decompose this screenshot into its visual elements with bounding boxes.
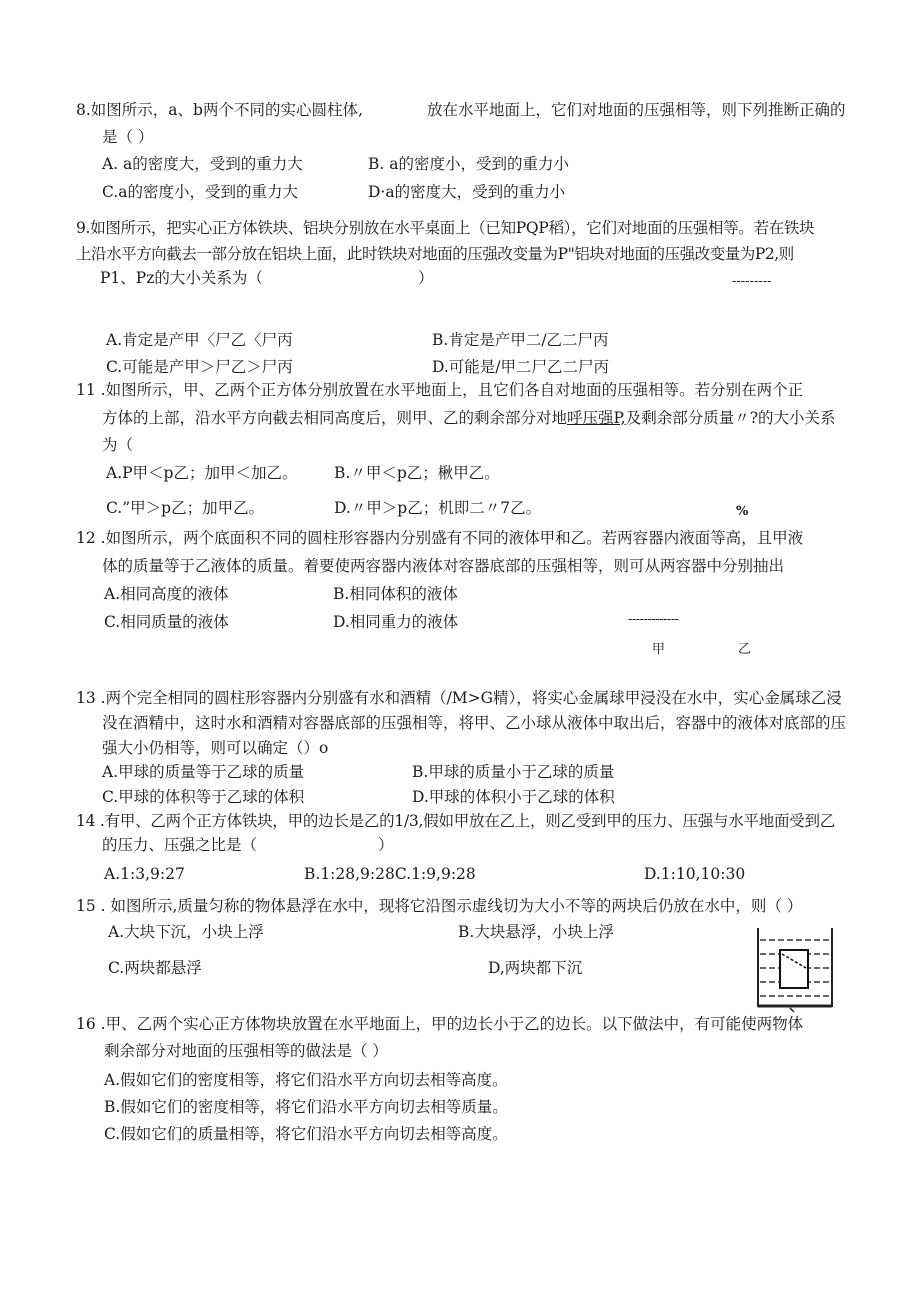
q12-option-b: B.相同体积的液体 [333, 585, 458, 603]
q8-stem-part2: 放在水平地面上，它们对地面的压强相等，则下列推断正确的 [427, 101, 846, 119]
q11-stem-line1: 11 .如图所示，甲、乙两个正方体分别放置在水平地面上，且它们各自对地面的压强相等。若分别在两个正 [76, 381, 804, 399]
q9-stem-line3: P1、Pz的大小关系为（ [100, 269, 263, 287]
q13-option-c: C.甲球的体积等于乙球的体积 [102, 788, 305, 806]
q13-option-d: D.甲球的体积小于乙球的体积 [412, 788, 615, 806]
q13-stem-line1: 13 .两个完全相同的圆柱形容器内分别盛有水和酒精（/M>G精），将实心金属球甲浸没在水中，实心金属球乙浸 [76, 689, 842, 707]
q8-stem-line2: 是（ ） [102, 128, 154, 146]
q11-option-b: B.〃甲＜p乙；楸甲乙。 [334, 464, 500, 482]
q12-stem-line2: 体的质量等于乙液体的质量。着要使两容器内液体对容器底部的压强相等，则可从两容器中分别抽出 [102, 557, 785, 575]
q14-stem-line2: 的压力、压强之比是（ [102, 836, 258, 854]
q9-stem-line2: 上沿水平方向截去一部分放在铝块上面，此时铁块对地面的压强改变量为P"铝块对地面的压强改变量为P2,则 [76, 245, 794, 263]
q8-option-d: D·a的密度大，受到的重力小 [368, 183, 566, 201]
q11-stray-mark: % [736, 504, 749, 519]
q11-option-a: A.P甲＜p乙；加甲＜加乙。 [106, 464, 298, 482]
q12-stem-line1: 12 .如图所示，两个底面积不同的圆柱形容器内分别盛有不同的液体甲和乙。若两容器内液面等高，且甲液 [76, 529, 804, 547]
q13-stem-line2: 没在酒精中，这时水和酒精对容器底部的压强相等，将甲、乙小球从液体中取出后，容器中的液体对底部的压 [102, 714, 847, 732]
q14-option-b-c: B.1:28,9:28C.1:9,9:28 [304, 865, 476, 883]
q11-option-c: C.”甲＞p乙；加甲乙。 [106, 499, 265, 517]
q12-option-c: C.相同质量的液体 [104, 613, 229, 631]
q15-option-d: D,两块都下沉 [488, 959, 583, 977]
q11-stem-line2-start: 方体的上部，沿水平方向截去相同高度后，则甲、乙的剩余部分对地 [102, 409, 568, 427]
q16-stem-line2: 剩余部分对地面的压强相等的做法是（ ） [104, 1042, 388, 1060]
q8-option-c: C.a的密度小，受到的重力大 [102, 183, 298, 201]
q9-option-c: C.可能是产甲＞尸乙＞尸丙 [106, 358, 293, 376]
q12-figure-liquid-level: ------------- [628, 612, 679, 627]
q13-option-b: B.甲球的质量小于乙球的质量 [412, 763, 615, 781]
q16-option-a: A.假如它们的密度相等，将它们沿水平方向切去相等高度。 [104, 1071, 508, 1089]
q16-stem-line1: 16 .甲、乙两个实心正方体物块放置在水平地面上，甲的边长小于乙的边长。以下做法中，有可能使两物体 [76, 1015, 804, 1033]
q16-option-c: C.假如它们的质量相等，将它们沿水平方向切去相等高度。 [104, 1125, 508, 1143]
q8-option-a: A. a的密度大，受到的重力大 [102, 155, 303, 173]
q14-stem-line1: 14 .有甲、乙两个正方体铁块，甲的边长是乙的1/3,假如甲放在乙上，则乙受到甲的压力、压强与水平地面受到乙 [76, 812, 835, 830]
q13-option-a: A.甲球的质量等于乙球的质量 [102, 763, 305, 781]
q15-option-b: B.大块悬浮，小块上浮 [458, 923, 614, 941]
q14-option-a: A.1:3,9:27 [104, 865, 185, 883]
q9-paren-close: ） [418, 269, 434, 287]
q8-option-b: B. a的密度小，受到的重力小 [368, 155, 569, 173]
q9-option-b: B.肯定是产甲二/乙二尸丙 [432, 331, 609, 349]
q11-underlined-text: 呼压强P, [567, 409, 626, 427]
q9-option-d: D.可能是/甲二尸乙二尸丙 [432, 358, 610, 376]
q11-stem-line3: 为（ [102, 436, 134, 454]
q14-option-d: D.1:10,10:30 [644, 865, 746, 883]
q15-option-a: A.大块下沉，小块上浮 [108, 923, 264, 941]
q13-stem-line3: 强大小仍相等，则可以确定（）o [102, 739, 329, 757]
q11-stem-line2 [102, 408, 836, 428]
q15-stem-line1: 15 . 如图所示,质量匀称的物体悬浮在水中，现将它沿图示虚线切为大小不等的两块后仍放在水中，则（ ） [76, 897, 803, 915]
q11-option-d: D.〃甲＞p乙；机即二〃7乙。 [334, 499, 542, 517]
q9-dash-mark: --------- [732, 274, 772, 289]
q9-option-a: A.肯定是产甲〈尸乙〈尸丙 [106, 331, 293, 349]
q16-option-b: B.假如它们的密度相等，将它们沿水平方向切去相等质量。 [104, 1098, 508, 1116]
q9-stem-line1: 9.如图所示，把实心正方体铁块、铝块分别放在水平桌面上（已知PQP稻），它们对地面的压强相等。若在铁块 [76, 219, 815, 237]
q11-stem-line2-end: 及剩余部分质量〃?的大小关系 [625, 409, 836, 427]
q12-figure-label-yi: 乙 [738, 642, 752, 657]
q12-option-d: D.相同重力的液体 [333, 613, 459, 631]
q15-figure-container [752, 924, 838, 1012]
q14-paren-close: ） [378, 836, 394, 854]
q15-option-c: C.两块都悬浮 [108, 959, 202, 977]
q8-stem-part1: 8.如图所示，a、b两个不同的实心圆柱体, [76, 101, 363, 119]
q12-figure-label-jia: 甲 [652, 642, 666, 657]
q12-option-a: A.相同高度的液体 [104, 585, 229, 603]
